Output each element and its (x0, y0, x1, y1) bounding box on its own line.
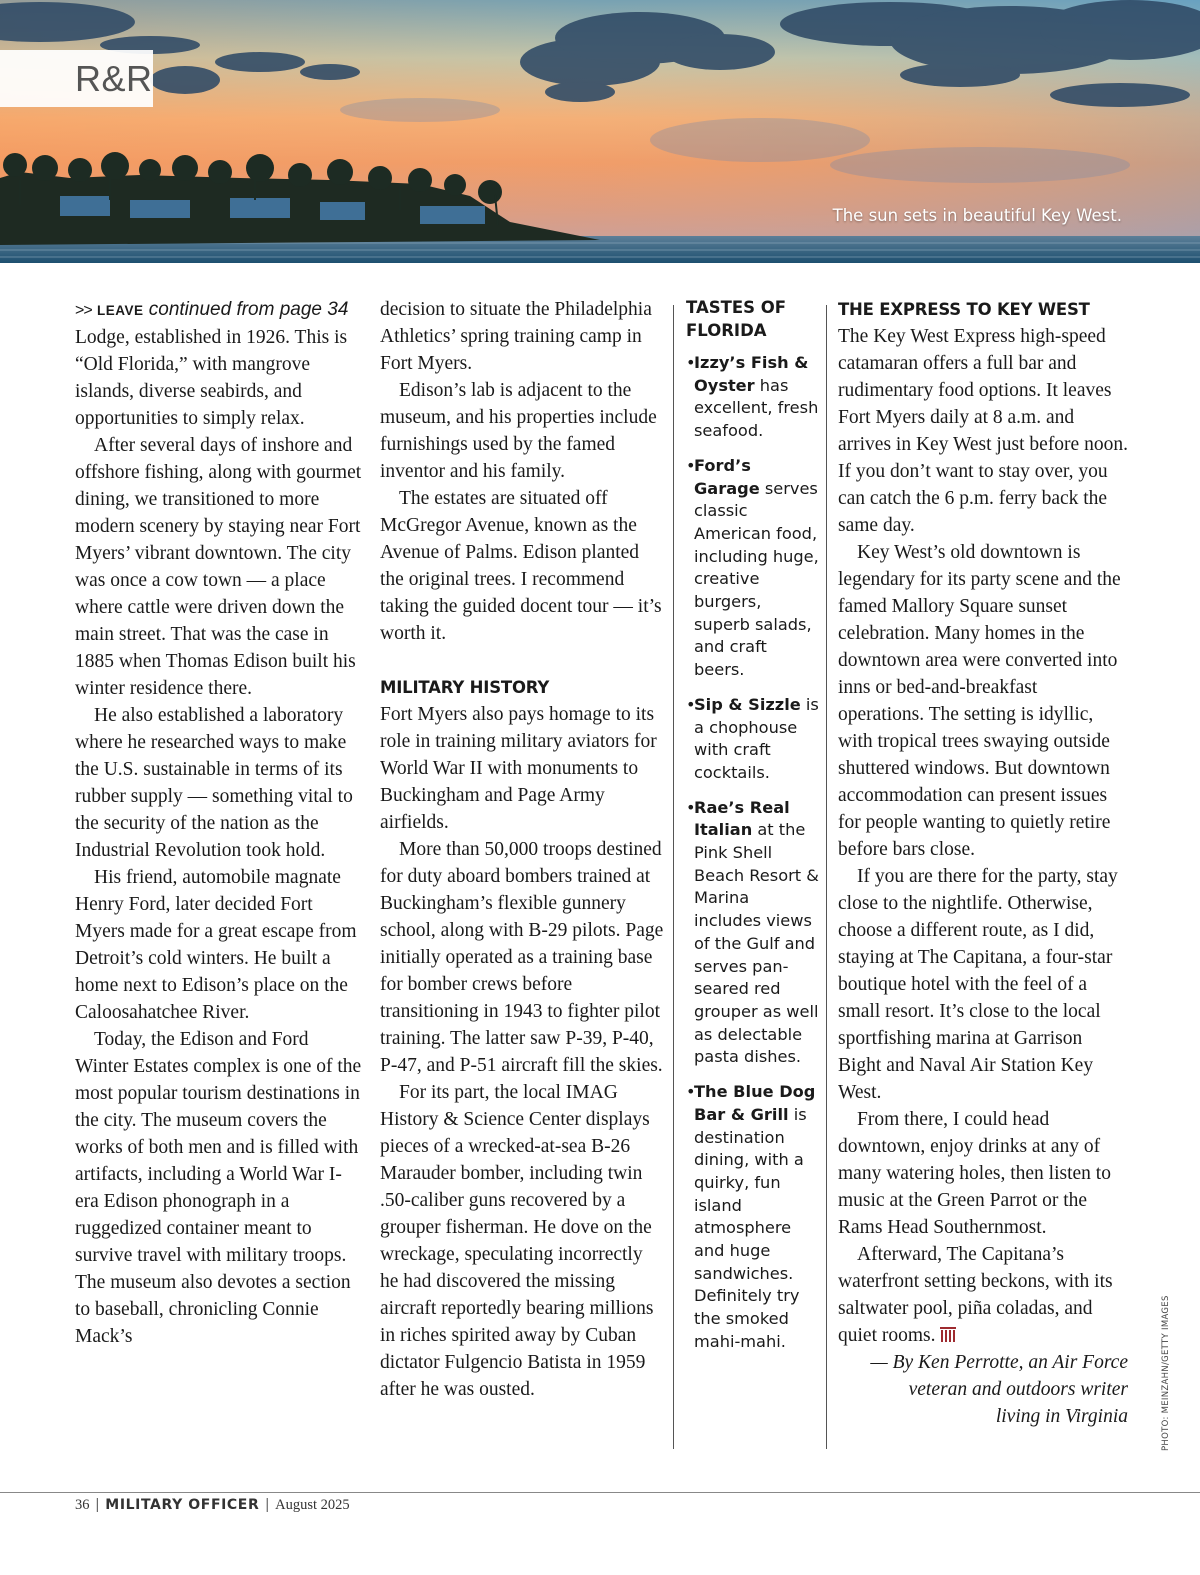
column-divider (826, 305, 827, 1449)
section-tab: R&R (0, 50, 153, 107)
paragraph: He also established a laboratory where he researched ways to make the U.S. sustainable in terms of its rubber supply — something vital to the security of the nation as the Industrial Revolution took hold. (75, 705, 353, 861)
paragraph: Edison’s lab is adjacent to the museum, and his properties include furnishings used by the famed inventor and his family. (380, 380, 657, 482)
photo-credit: PHOTO: MEINZAHN/GETTY IMAGES (1161, 1295, 1171, 1451)
continued-arrow: >> (75, 302, 92, 319)
paragraph-final: Afterward, The Capitana’s waterfront setting beckons, with its saltwater pool, piña coladas, and quiet rooms. (838, 1244, 1113, 1346)
continued-leave-label: LEAVE (96, 303, 144, 318)
paragraph: Today, the Edison and Ford Winter Estates complex is one of the most popular tourism destinations in the city. The museum covers the works of both men and is filled with artifacts, including a World War I-era Edison phonograph in a ruggedized container meant to survive travel with military troops. The museum also devotes a section to baseball, chronicling Connie Mack’s (75, 1029, 362, 1347)
list-item: •Izzy’s Fish & Oyster has excellent, fresh seafood. (686, 353, 819, 441)
subhead-express: THE EXPRESS TO KEY WEST (838, 300, 1090, 319)
list-item: •Sip & Sizzle is a chophouse with craft cocktails. (686, 694, 819, 782)
paragraph: More than 50,000 troops destined for duty aboard bombers trained at Buckingham’s flexible gunnery school, along with B-29 pilots. Page initially operated as a training base for bomber crews before transitioning in 1943 to fighter pilot training. The latter saw P-39, P-40, P-47, and P-51 aircraft fill the skies. (380, 839, 664, 1076)
paragraph: For its part, the local IMAG History & Science Center displays pieces of a wrecked-at-sea B-26 Marauder bomber, including twin .50-caliber guns recovered by a grouper fisherman. He dove on the wreckage, speculating incorrectly he had discovered the missing aircraft reportedly bearing millions in riches spirited away by Cuban dictator Fulgencio Batista in 1959 after he was ousted. (380, 1082, 654, 1400)
photo-caption: The sun sets in beautiful Key West. (832, 206, 1122, 225)
subhead-military-history: MILITARY HISTORY (380, 678, 550, 697)
continued-from (75, 296, 363, 324)
paragraph: Lodge, established in 1926. This is “Old Florida,” with mangrove islands, diverse seabirds, and opportunities to simply relax. (75, 327, 348, 429)
paragraph: If you are there for the party, stay close to the nightlife. Otherwise, choose a different route, as I did, staying at The Capitana, a four-star boutique hotel with the feel of a small resort. It’s close to the local sportfishing marina at Garrison Bight and Naval Air Station Key West. (838, 866, 1118, 1103)
paragraph: The Key West Express high-speed catamaran offers a full bar and rudimentary food options. It leaves Fort Myers daily at 8 a.m. and arrives in Key West just before noon. If you don’t want to stay over, you can catch the 6 p.m. ferry back the same day. (838, 326, 1128, 536)
page-footer (75, 1497, 350, 1514)
column-divider (673, 305, 674, 1449)
paragraph: From there, I could head downtown, enjoy drinks at any of many watering holes, then listen to music at the Green Parrot or the Rams Head Southernmost. (838, 1109, 1111, 1238)
article-column-2 (380, 296, 665, 1403)
article-column-1 (75, 296, 363, 1350)
list-item: •Ford’s Garage serves classic American food, including huge, creative burgers, superb salads, and craft beers. (686, 455, 819, 680)
sidebar-title: TASTES OF FLORIDA (686, 298, 787, 340)
tastes-sidebar (686, 296, 820, 1366)
footer-separator: | (95, 1497, 100, 1513)
page-number: 36 (75, 1497, 90, 1513)
list-item: •Rae’s Real Italian at the Pink Shell Beach Resort & Marina includes views of the Gulf and serves pan-seared red grouper as well as delectable pasta dishes. (686, 797, 819, 1067)
article-column-4 (838, 296, 1128, 1430)
paragraph: His friend, automobile magnate Henry Ford, later decided Fort Myers made for a great escape from Detroit’s cold winters. He built a home next to Edison’s place on the Caloosahatchee River. (75, 867, 357, 1023)
paragraph: Fort Myers also pays homage to its role in training military aviators for World War II with monuments to Buckingham and Page Army airfields. (380, 704, 657, 833)
end-mark-icon (940, 1327, 956, 1342)
issue-date: August 2025 (275, 1497, 350, 1513)
author-byline: — By Ken Perrotte, an Air Force veteran and outdoors writer living in Virginia (870, 1352, 1128, 1427)
list-item: •The Blue Dog Bar & Grill is destination dining, with a quirky, fun island atmosphere and huge sandwiches. Definitely try the smoked mahi-mahi. (686, 1082, 816, 1351)
paragraph: Key West’s old downtown is legendary for its party scene and the famed Mallory Square sunset celebration. Many homes in the downtown area were converted into inns or bed-and-breakfast operations. The setting is idyllic, with tropical trees swaying outside shuttered windows. But downtown accommodation can present issues for people wanting to quietly retire before bars close. (838, 542, 1121, 860)
paragraph: The estates are situated off McGregor Avenue, known as the Avenue of Palms. Edison planted the original trees. I recommend taking the guided docent tour — it’s worth it. (380, 488, 662, 644)
footer-divider (0, 1492, 1200, 1493)
magazine-name: MILITARY OFFICER (105, 1497, 260, 1513)
continued-page-ref: continued from page 34 (148, 299, 349, 320)
paragraph: After several days of inshore and offshore fishing, along with gourmet dining, we transitioned to more modern scenery by staying near Fort Myers’ vibrant downtown. The city was once a cow town — a place where cattle were driven down the main street. That was the case in 1885 when Thomas Edison built his winter residence there. (75, 435, 362, 699)
paragraph: decision to situate the Philadelphia Athletics’ spring training camp in Fort Myers. (380, 299, 652, 374)
hero-photo (0, 0, 1200, 263)
footer-separator: | (265, 1497, 270, 1513)
